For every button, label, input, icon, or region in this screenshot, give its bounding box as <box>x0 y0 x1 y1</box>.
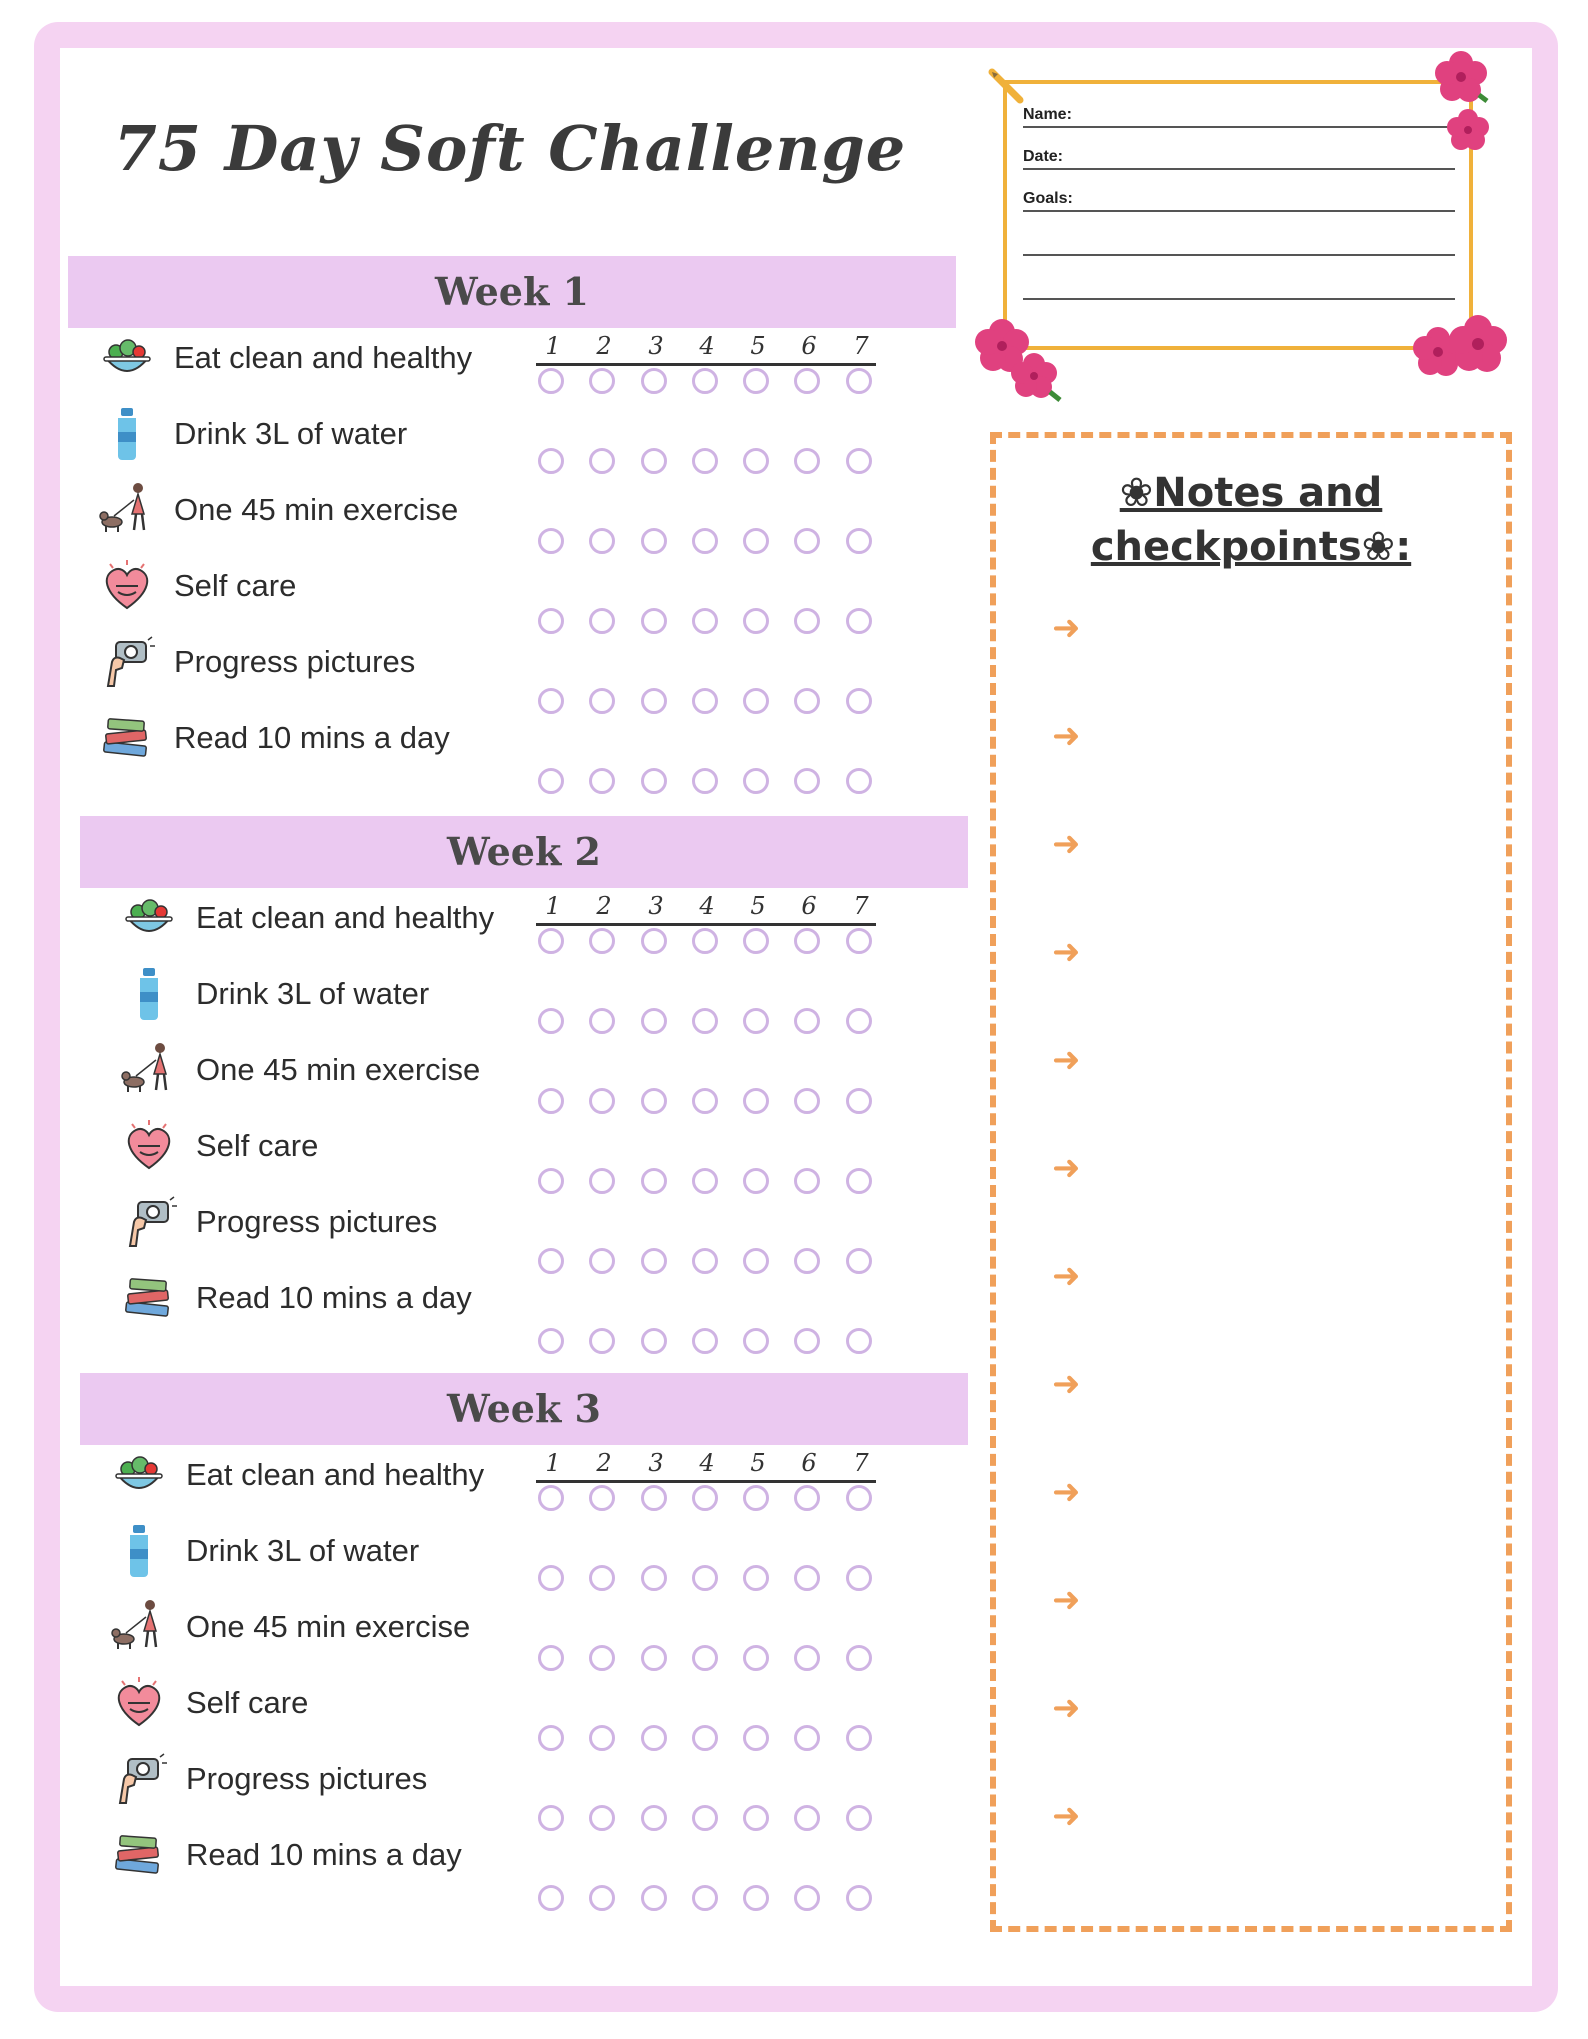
note-arrow-icon: ➜ <box>1052 932 1081 972</box>
day-checkbox[interactable] <box>846 1725 872 1751</box>
day-checkbox[interactable] <box>538 768 564 794</box>
book-stack-icon <box>110 1825 168 1883</box>
day-checkbox[interactable] <box>743 1088 769 1114</box>
note-arrow-icon: ➜ <box>1052 1256 1081 1296</box>
day-checkbox[interactable] <box>538 1885 564 1911</box>
dog-walk-icon <box>110 1597 168 1655</box>
day-checkbox[interactable] <box>794 928 820 954</box>
day-checkbox[interactable] <box>589 1885 615 1911</box>
day-checkbox[interactable] <box>846 688 872 714</box>
day-checkbox[interactable] <box>589 1008 615 1034</box>
day-number: 4 <box>699 332 715 360</box>
day-checkbox[interactable] <box>641 1805 667 1831</box>
day-checkbox[interactable] <box>794 448 820 474</box>
day-checkbox[interactable] <box>846 1645 872 1671</box>
heart-face-icon <box>110 1673 168 1731</box>
day-number: 7 <box>853 332 869 360</box>
goals-field[interactable] <box>1023 178 1455 212</box>
day-checkbox[interactable] <box>641 1485 667 1511</box>
note-arrow-icon: ➜ <box>1052 1580 1081 1620</box>
day-checkbox[interactable] <box>743 1805 769 1831</box>
day-checkbox[interactable] <box>641 448 667 474</box>
day-checkbox[interactable] <box>538 1008 564 1034</box>
day-checkbox[interactable] <box>743 1248 769 1274</box>
week-header: Week 3 <box>80 1373 968 1445</box>
day-checkbox[interactable] <box>692 448 718 474</box>
note-arrow-icon: ➜ <box>1052 1040 1081 1080</box>
day-checkbox[interactable] <box>692 928 718 954</box>
task-row <box>98 636 518 696</box>
camera-hand-icon <box>98 632 156 690</box>
day-number: 1 <box>545 892 561 920</box>
info-box <box>1003 80 1473 350</box>
day-number: 5 <box>750 1449 766 1477</box>
task-row <box>120 1120 540 1180</box>
water-bottle-icon <box>98 404 156 462</box>
day-checkbox[interactable] <box>692 1328 718 1354</box>
task-row <box>110 1449 530 1509</box>
day-checkbox[interactable] <box>538 928 564 954</box>
task-label: Self care <box>174 568 297 603</box>
day-checkbox[interactable] <box>538 688 564 714</box>
day-checkbox[interactable] <box>538 1645 564 1671</box>
day-checkbox[interactable] <box>589 1328 615 1354</box>
day-checkbox[interactable] <box>794 1645 820 1671</box>
day-checkbox[interactable] <box>641 768 667 794</box>
task-label: One 45 min exercise <box>174 492 459 527</box>
day-checkbox[interactable] <box>846 1565 872 1591</box>
day-number: 3 <box>648 892 664 920</box>
day-checkbox[interactable] <box>743 528 769 554</box>
day-checkbox[interactable] <box>589 1248 615 1274</box>
day-checkbox[interactable] <box>794 1008 820 1034</box>
day-number: 7 <box>853 1449 869 1477</box>
day-checkbox[interactable] <box>794 608 820 634</box>
goals-label: Goals: <box>1023 190 1073 207</box>
day-checkbox[interactable] <box>794 1485 820 1511</box>
task-row <box>98 332 518 392</box>
day-checkbox[interactable] <box>692 688 718 714</box>
task-row <box>98 712 518 772</box>
day-number-row <box>536 332 876 366</box>
day-number: 2 <box>596 332 612 360</box>
day-checkbox[interactable] <box>589 528 615 554</box>
dog-walk-icon <box>120 1040 178 1098</box>
task-label: Eat clean and healthy <box>186 1457 485 1492</box>
task-label: Read 10 mins a day <box>186 1837 462 1872</box>
day-checkbox[interactable] <box>538 1248 564 1274</box>
day-checkbox[interactable] <box>846 928 872 954</box>
day-checkbox[interactable] <box>692 608 718 634</box>
task-row <box>120 1272 540 1332</box>
day-checkbox[interactable] <box>692 1805 718 1831</box>
day-checkbox[interactable] <box>641 1645 667 1671</box>
day-checkbox[interactable] <box>743 608 769 634</box>
day-checkbox[interactable] <box>641 1565 667 1591</box>
day-checkbox[interactable] <box>589 1725 615 1751</box>
day-checkbox[interactable] <box>743 768 769 794</box>
day-checkbox[interactable] <box>846 1168 872 1194</box>
day-checkbox[interactable] <box>641 1248 667 1274</box>
day-checkbox[interactable] <box>846 528 872 554</box>
day-checkbox[interactable] <box>692 368 718 394</box>
day-checkbox[interactable] <box>641 928 667 954</box>
day-checkbox[interactable] <box>846 768 872 794</box>
notes-title-line-2: checkpoints❀: <box>1090 524 1412 570</box>
task-label: Progress pictures <box>174 644 416 679</box>
note-arrow-icon: ➜ <box>1052 716 1081 756</box>
day-checkbox[interactable] <box>641 688 667 714</box>
task-row <box>110 1829 530 1889</box>
dog-walk-icon <box>98 480 156 538</box>
day-number: 1 <box>545 332 561 360</box>
note-arrow-icon: ➜ <box>1052 1688 1081 1728</box>
day-checkbox[interactable] <box>846 608 872 634</box>
day-checkbox[interactable] <box>641 608 667 634</box>
pencil-icon <box>988 68 1028 108</box>
day-checkbox[interactable] <box>538 448 564 474</box>
day-checkbox[interactable] <box>641 1168 667 1194</box>
date-field[interactable] <box>1023 136 1455 170</box>
task-row <box>110 1525 530 1585</box>
day-checkbox[interactable] <box>589 1645 615 1671</box>
task-row <box>110 1601 530 1661</box>
day-checkbox[interactable] <box>641 528 667 554</box>
day-checkbox[interactable] <box>794 1725 820 1751</box>
day-checkbox[interactable] <box>743 1885 769 1911</box>
task-label: Progress pictures <box>196 1204 438 1239</box>
day-checkbox[interactable] <box>846 368 872 394</box>
day-checkbox[interactable] <box>692 1725 718 1751</box>
day-checkbox[interactable] <box>692 1885 718 1911</box>
day-checkbox[interactable] <box>641 1008 667 1034</box>
day-number: 2 <box>596 1449 612 1477</box>
note-arrow-icon: ➜ <box>1052 1364 1081 1404</box>
day-checkbox[interactable] <box>589 1565 615 1591</box>
day-checkbox[interactable] <box>589 768 615 794</box>
day-number: 5 <box>750 332 766 360</box>
task-label: Read 10 mins a day <box>196 1280 472 1315</box>
day-checkbox[interactable] <box>846 1248 872 1274</box>
task-row <box>110 1753 530 1813</box>
note-arrow-icon: ➜ <box>1052 608 1081 648</box>
day-checkbox[interactable] <box>641 368 667 394</box>
day-checkbox[interactable] <box>794 1805 820 1831</box>
day-checkbox[interactable] <box>846 1008 872 1034</box>
day-number-row <box>536 1449 876 1483</box>
day-checkbox[interactable] <box>743 1328 769 1354</box>
day-checkbox[interactable] <box>692 768 718 794</box>
notes-title <box>996 466 1506 574</box>
day-number: 6 <box>801 332 817 360</box>
day-checkbox[interactable] <box>794 1565 820 1591</box>
salad-bowl-icon <box>110 1445 168 1503</box>
day-checkbox[interactable] <box>794 1248 820 1274</box>
notes-title-line-1: ❀Notes and <box>1119 470 1383 516</box>
day-number: 4 <box>699 892 715 920</box>
day-checkbox[interactable] <box>743 1645 769 1671</box>
task-label: Drink 3L of water <box>196 976 430 1011</box>
task-label: Self care <box>196 1128 319 1163</box>
note-arrow-icon: ➜ <box>1052 1148 1081 1188</box>
salad-bowl-icon <box>98 328 156 386</box>
day-checkbox[interactable] <box>692 1008 718 1034</box>
day-checkbox[interactable] <box>743 368 769 394</box>
day-checkbox[interactable] <box>692 528 718 554</box>
hibiscus-flower-icon <box>968 310 1068 410</box>
task-label: Read 10 mins a day <box>174 720 450 755</box>
day-number: 7 <box>853 892 869 920</box>
day-checkbox[interactable] <box>538 1088 564 1114</box>
camera-hand-icon <box>110 1749 168 1807</box>
heart-face-icon <box>120 1116 178 1174</box>
camera-hand-icon <box>120 1192 178 1250</box>
day-checkbox[interactable] <box>538 1725 564 1751</box>
day-checkbox[interactable] <box>692 1248 718 1274</box>
water-bottle-icon <box>120 964 178 1022</box>
day-checkbox[interactable] <box>692 1168 718 1194</box>
day-checkbox[interactable] <box>692 1565 718 1591</box>
task-row <box>98 560 518 620</box>
day-checkbox[interactable] <box>794 768 820 794</box>
salad-bowl-icon <box>120 888 178 946</box>
day-number-row <box>536 892 876 926</box>
task-label: Eat clean and healthy <box>196 900 495 935</box>
water-bottle-icon <box>110 1521 168 1579</box>
day-checkbox[interactable] <box>794 688 820 714</box>
day-checkbox[interactable] <box>538 368 564 394</box>
task-label: One 45 min exercise <box>196 1052 481 1087</box>
task-row <box>120 968 540 1028</box>
task-row <box>120 1196 540 1256</box>
day-checkbox[interactable] <box>589 1168 615 1194</box>
day-checkbox[interactable] <box>743 1485 769 1511</box>
day-checkbox[interactable] <box>538 1565 564 1591</box>
day-checkbox[interactable] <box>538 608 564 634</box>
day-checkbox[interactable] <box>538 1485 564 1511</box>
date-label: Date: <box>1023 148 1064 165</box>
day-checkbox[interactable] <box>743 928 769 954</box>
day-checkbox[interactable] <box>846 1805 872 1831</box>
day-checkbox[interactable] <box>589 1805 615 1831</box>
task-row <box>98 484 518 544</box>
day-number: 5 <box>750 892 766 920</box>
day-checkbox[interactable] <box>589 1088 615 1114</box>
day-checkbox[interactable] <box>641 1885 667 1911</box>
note-arrow-icon: ➜ <box>1052 824 1081 864</box>
day-number: 1 <box>545 1449 561 1477</box>
day-checkbox[interactable] <box>589 368 615 394</box>
goals-line[interactable] <box>1023 298 1455 300</box>
day-checkbox[interactable] <box>743 1168 769 1194</box>
day-number: 6 <box>801 892 817 920</box>
task-row <box>98 408 518 468</box>
task-label: Progress pictures <box>186 1761 428 1796</box>
day-checkbox[interactable] <box>589 1485 615 1511</box>
day-checkbox[interactable] <box>743 1008 769 1034</box>
day-checkbox[interactable] <box>794 368 820 394</box>
goals-line[interactable] <box>1023 254 1455 256</box>
task-row <box>110 1677 530 1737</box>
task-label: Eat clean and healthy <box>174 340 473 375</box>
heart-face-icon <box>98 556 156 614</box>
day-checkbox[interactable] <box>589 448 615 474</box>
day-number: 4 <box>699 1449 715 1477</box>
day-checkbox[interactable] <box>743 688 769 714</box>
day-checkbox[interactable] <box>589 608 615 634</box>
book-stack-icon <box>120 1268 178 1326</box>
task-label: Drink 3L of water <box>174 416 408 451</box>
task-label: One 45 min exercise <box>186 1609 471 1644</box>
day-checkbox[interactable] <box>846 448 872 474</box>
day-checkbox[interactable] <box>743 448 769 474</box>
day-checkbox[interactable] <box>794 1088 820 1114</box>
day-checkbox[interactable] <box>538 1328 564 1354</box>
page-title: 75 Day Soft Challenge <box>113 112 907 185</box>
day-checkbox[interactable] <box>589 688 615 714</box>
day-checkbox[interactable] <box>794 1328 820 1354</box>
day-checkbox[interactable] <box>538 1168 564 1194</box>
day-checkbox[interactable] <box>794 1168 820 1194</box>
day-checkbox[interactable] <box>641 1328 667 1354</box>
day-checkbox[interactable] <box>794 528 820 554</box>
hibiscus-flower-icon <box>1404 306 1514 396</box>
task-row <box>120 1044 540 1104</box>
day-checkbox[interactable] <box>692 1088 718 1114</box>
name-field[interactable] <box>1023 94 1455 128</box>
day-checkbox[interactable] <box>538 1805 564 1831</box>
note-arrow-icon: ➜ <box>1052 1472 1081 1512</box>
week-header: Week 1 <box>68 256 956 328</box>
day-checkbox[interactable] <box>794 1885 820 1911</box>
day-checkbox[interactable] <box>846 1485 872 1511</box>
day-number: 6 <box>801 1449 817 1477</box>
task-label: Self care <box>186 1685 309 1720</box>
day-checkbox[interactable] <box>692 1485 718 1511</box>
name-label: Name: <box>1023 106 1072 123</box>
day-number: 2 <box>596 892 612 920</box>
day-checkbox[interactable] <box>743 1565 769 1591</box>
day-checkbox[interactable] <box>641 1088 667 1114</box>
day-checkbox[interactable] <box>538 528 564 554</box>
task-label: Drink 3L of water <box>186 1533 420 1568</box>
book-stack-icon <box>98 708 156 766</box>
notes-section <box>990 432 1512 1932</box>
day-checkbox[interactable] <box>846 1328 872 1354</box>
day-checkbox[interactable] <box>846 1885 872 1911</box>
day-checkbox[interactable] <box>743 1725 769 1751</box>
day-checkbox[interactable] <box>641 1725 667 1751</box>
day-checkbox[interactable] <box>589 928 615 954</box>
day-number: 3 <box>648 332 664 360</box>
hibiscus-flower-icon <box>1440 102 1496 162</box>
week-header: Week 2 <box>80 816 968 888</box>
day-checkbox[interactable] <box>692 1645 718 1671</box>
day-number: 3 <box>648 1449 664 1477</box>
day-checkbox[interactable] <box>846 1088 872 1114</box>
note-arrow-icon: ➜ <box>1052 1796 1081 1836</box>
task-row <box>120 892 540 952</box>
